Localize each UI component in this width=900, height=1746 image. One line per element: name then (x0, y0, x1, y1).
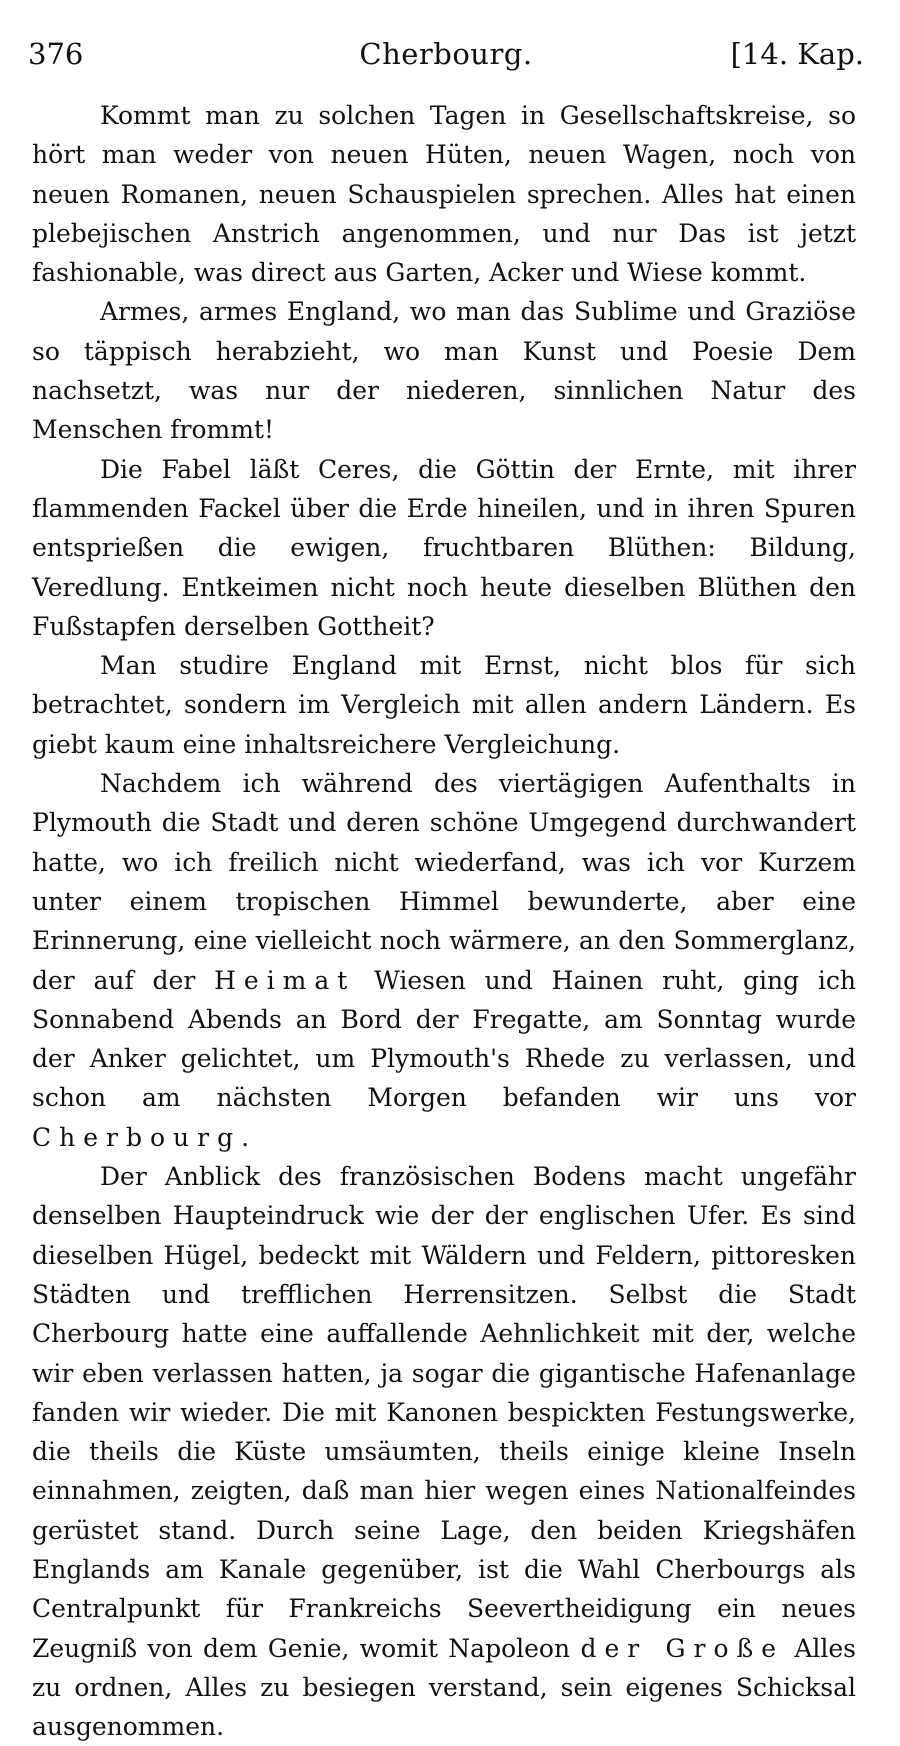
paragraph-6-text-b: Alles zu ordnen, Alles zu besiegen verstand, sein eigenes Schicksal ausgenommen. (32, 1633, 857, 1742)
running-title: Cherbourg. (359, 37, 533, 71)
paragraph-4: Man studire England mit Ernst, nicht blos für sich betrachtet, sondern im Vergleich mit allen andern Ländern. Es giebt kaum eine inhaltsreichere Vergleichung. (32, 651, 856, 759)
paragraph-5-text-b: Wiesen und Hainen ruht, ging ich Sonnabend Abends an Bord der Fregatte, am Sonntag wurde der Anker gelichtet, um Plymouth's Rhede zu verlassen, und schon am nächsten Morgen befanden wir uns vor (32, 965, 857, 1113)
spaced-word-cherbourg: Cherbourg (32, 1122, 242, 1152)
body-text (32, 96, 856, 1746)
page-number: 376 (28, 37, 84, 71)
paragraph-2: Armes, armes England, wo man das Sublime und Graziöse so täppisch herabzieht, wo man Kunst und Poesie Dem nachsetzt, was nur der niederen, sinnlichen Natur des Menschen frommt! (32, 297, 856, 445)
running-header (28, 34, 864, 74)
paragraph-5-text-c: . (241, 1122, 250, 1152)
paragraph-6 (32, 1157, 856, 1746)
spaced-words-der-grosse: der Große (580, 1633, 784, 1663)
spaced-word-heimat: Heimat (214, 965, 356, 995)
paragraph-6-text-a: Der Anblick des französischen Bodens macht ungefähr denselben Haupteindruck wie der der englischen Ufer. Es sind dieselben Hügel, bedeckt mit Wäldern und Feldern, pittoresken Städten und trefflichen Herrensitzen. Selbst die Stadt Cherbourg hatte eine auffallende Aehnlichkeit mit der, welche wir eben verlassen hatten, ja sogar die gigantische Hafenanlage fanden wir wieder. Die mit Kanonen bespickten Festungswerke, die theils die Küste umsäumten, theils einige kleine Inseln einnahmen, zeigten, daß man hier wegen eines Nationalfeindes gerüstet stand. Durch seine Lage, den beiden Kriegshäfen Englands am Kanale gegenüber, ist die Wahl Cherbourgs als Centralpunkt für Frankreichs Seevertheidigung ein neues Zeugniß von dem Genie, womit Napoleon (32, 1162, 856, 1663)
paragraph-5-text-a: Nachdem ich während des viertägigen Aufenthalts in Plymouth die Stadt und deren schöne Umgegend durchwandert hatte, wo ich freilich nicht wiederfand, was ich vor Kurzem unter einem tropischen Himmel bewunderte, aber eine Erinnerung, eine vielleicht noch wärmere, an den Sommerglanz, der auf der (32, 769, 856, 995)
paragraph-1: Kommt man zu solchen Tagen in Gesellschaftskreise, so hört man weder von neuen Hüten, neuen Wagen, noch von neuen Romanen, neuen Schauspielen sprechen. Alles hat einen plebejischen Anstrich angenommen, und nur Das ist jetzt fashionable, was direct aus Garten, Acker und Wiese kommt. (32, 101, 856, 288)
paragraph-3: Die Fabel läßt Ceres, die Göttin der Ernte, mit ihrer flammenden Fackel über die Erde hineilen, und in ihren Spuren entsprießen die ewigen, fruchtbaren Blüthen: Bildung, Veredlung. Entkeimen nicht noch heute dieselben Blüthen den Fußstapfen derselben Gottheit? (32, 454, 856, 641)
paragraph-5 (32, 764, 856, 1157)
chapter-marker: [14. Kap. (730, 37, 864, 71)
